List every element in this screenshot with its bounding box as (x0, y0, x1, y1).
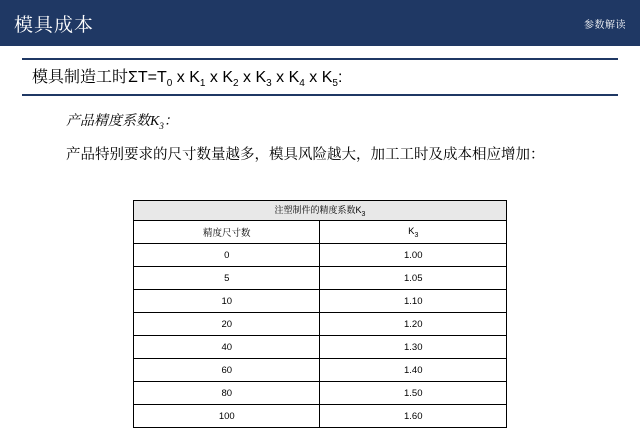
table-header-row (134, 221, 507, 244)
column-header-dimension-count: 精度尺寸数 (134, 221, 320, 244)
cell-k3-value: 1.50 (320, 382, 507, 405)
formula-sub-0: 0 (166, 78, 173, 90)
formula-sub-3: 3 (266, 78, 272, 90)
table-row (134, 336, 507, 359)
formula-banner (22, 58, 618, 96)
coefficient-title-text: 产品精度系数$K_3$： (66, 114, 178, 131)
formula-prefix: 模具制造工时 (32, 69, 129, 87)
formula-sub-2: 2 (233, 78, 239, 90)
table-row (134, 405, 507, 428)
header-subtitle: 参数解读 (584, 19, 626, 31)
table-row (134, 382, 507, 405)
formula-sub-1: 1 (199, 78, 206, 90)
cell-dimension-count: 5 (134, 267, 320, 290)
table-row (134, 359, 507, 382)
table-caption-row (134, 201, 507, 221)
cell-k3-value: 1.40 (320, 359, 507, 382)
coefficient-title (66, 110, 178, 131)
cell-dimension-count: 60 (134, 359, 320, 382)
cell-dimension-count: 20 (134, 313, 320, 336)
table-caption: 注塑制件的精度系数$K_3$ (134, 201, 507, 221)
cell-dimension-count: 100 (134, 405, 320, 428)
table-row (134, 267, 507, 290)
cell-dimension-count: 80 (134, 382, 320, 405)
formula-text (22, 64, 342, 89)
cell-dimension-count: 0 (134, 244, 320, 267)
cell-k3-value: 1.60 (320, 405, 507, 428)
cell-k3-value: 1.00 (320, 244, 507, 267)
table-row (134, 313, 507, 336)
formula-core: $\Sigma T=T_0$ x $K_1$ x $K_2$ x $K_3$ x $K_4$ x $K_5$: (128, 69, 343, 90)
page-title: 模具成本 (14, 14, 95, 36)
table-row (134, 290, 507, 313)
cell-k3-value: 1.30 (320, 336, 507, 359)
formula-sub-5: 5 (332, 78, 338, 90)
column-header-k3: $K_3$ (320, 221, 507, 244)
table-row (134, 244, 507, 267)
formula-sub-4: 4 (299, 78, 305, 90)
cell-k3-value: 1.20 (320, 313, 507, 336)
k3-table-container (133, 200, 507, 428)
cell-k3-value: 1.05 (320, 267, 507, 290)
cell-dimension-count: 40 (134, 336, 320, 359)
description-text: 产品特别要求的尺寸数量越多，模具风险越大，加工工时及成本相应增加： (66, 147, 545, 163)
cell-dimension-count: 10 (134, 290, 320, 313)
cell-k3-value: 1.10 (320, 290, 507, 313)
slide-header (0, 0, 640, 46)
k3-table (133, 200, 507, 428)
